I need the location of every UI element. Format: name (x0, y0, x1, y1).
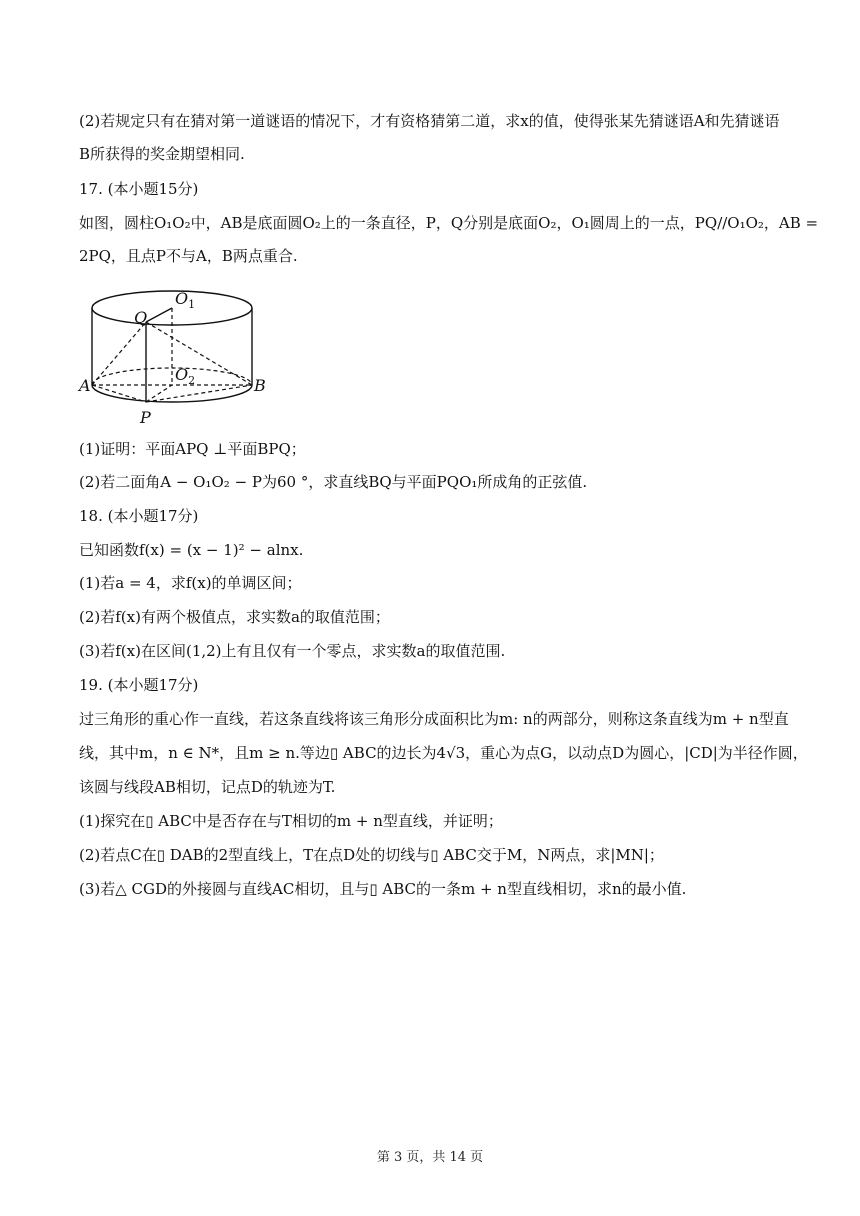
bottom-back-arc (92, 368, 252, 385)
label-q: Q (134, 308, 148, 327)
label-o2: $O_2$ (175, 365, 196, 387)
page-footer: 第 3 页，共 14 页 (376, 1150, 484, 1165)
problem-19-part-3: (3)若△ CGD的外接圆与直线AC相切，且与▯ ABC的一条m + n型直线相切，求n的最小值. (79, 880, 687, 898)
problem-17-heading: 17. (本小题15分) (79, 180, 199, 198)
problem-19-text-1: 过三角形的重心作一直线，若这条直线将该三角形分成面积比为m: n的两部分，则称这条直线为m + n型直 (79, 710, 789, 728)
problem-17-text-2: 2PQ，且点P不与A，B两点重合. (79, 247, 298, 265)
label-o1: $O_1$ (175, 289, 196, 311)
problem-19-heading: 19. (本小题17分) (79, 676, 199, 694)
problem-19-part-1: (1)探究在▯ ABC中是否存在与T相切的m + n型直线，并证明； (79, 812, 503, 830)
cylinder-figure (76, 282, 276, 430)
label-a: A (79, 376, 91, 395)
segment-po2 (146, 385, 172, 402)
problem-17-text-1: 如图，圆柱O₁O₂中，AB是底面圆O₂上的一条直径，P，Q分别是底面O₂，O₁圆周上的一点，PQ//O₁O₂，AB = (79, 214, 819, 232)
segment-ap (92, 385, 146, 402)
bottom-front-arc (92, 385, 252, 402)
label-b: B (254, 376, 266, 395)
problem-18-part-3: (3)若f(x)在区间(1,2)上有且仅有一个零点，求实数a的取值范围. (79, 642, 506, 660)
problem-18-part-2: (2)若f(x)有两个极值点，求实数a的取值范围； (79, 608, 390, 626)
problem-18-part-1: (1)若a = 4，求f(x)的单调区间； (79, 574, 302, 592)
problem-18-heading: 18. (本小题17分) (79, 507, 199, 525)
problem-17-part-1: (1)证明：平面APQ ⊥平面BPQ； (79, 440, 306, 458)
problem-19-text-3: 该圆与线段AB相切，记点D的轨迹为T. (79, 778, 336, 796)
segment-pb (146, 385, 252, 402)
segment-aq (92, 322, 146, 385)
text-line-2: B所获得的奖金期望相同. (79, 145, 245, 163)
problem-19-text-2: 线，其中m，n ∈ N*，且m ≥ n.等边▯ ABC的边长为4√3，重心为点G，以动点D为圆心，|CD|为半径作圆， (79, 744, 808, 762)
label-p: P (140, 408, 151, 427)
segment-qo1 (146, 308, 172, 322)
segment-qb (146, 322, 252, 385)
problem-18-text: 已知函数f(x) = (x − 1)² − alnx. (79, 541, 304, 559)
text-line-1: (2)若规定只有在猜对第一道谜语的情况下，才有资格猜第二道，求x的值，使得张某先猜谜语A和先猜谜语 (79, 112, 780, 130)
problem-19-part-2: (2)若点C在▯ DAB的2型直线上，T在点D处的切线与▯ ABC交于M，N两点，求|MN|； (79, 846, 664, 864)
problem-17-part-2: (2)若二面角A − O₁O₂ − P为60 °，求直线BQ与平面PQO₁所成角的正弦值. (79, 473, 588, 491)
